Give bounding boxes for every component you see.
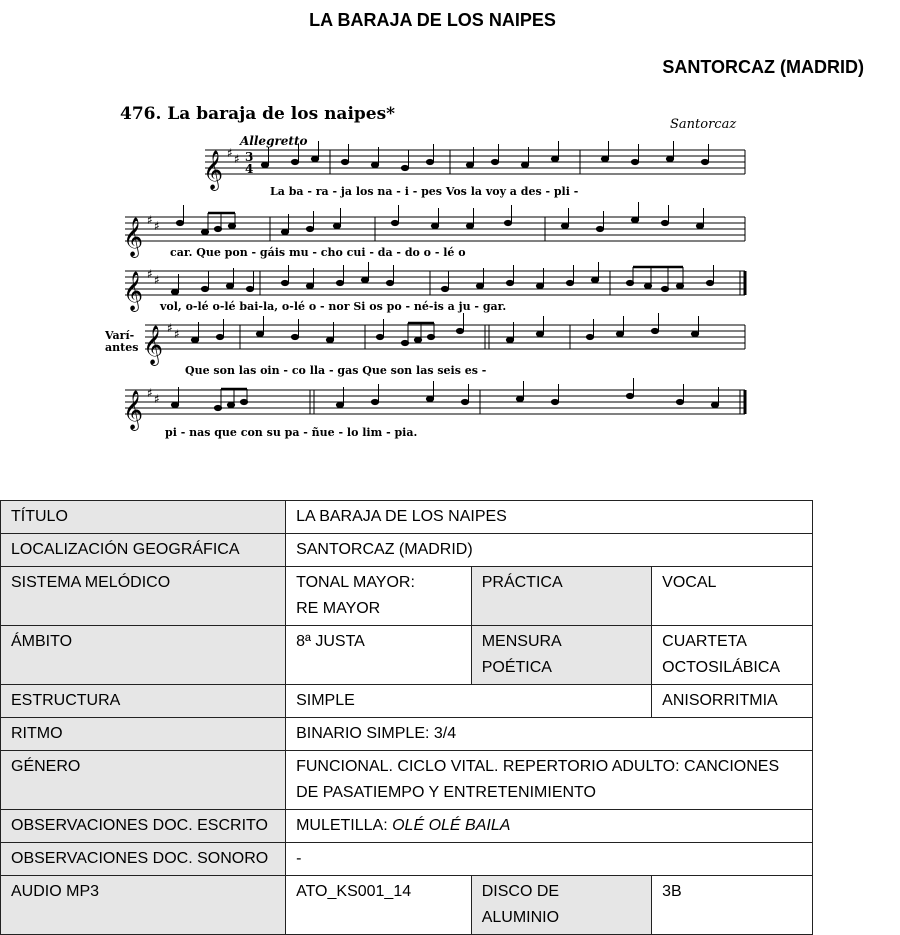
- estructura-value: SIMPLE: [286, 685, 652, 718]
- row-estructura: [1, 685, 813, 718]
- score-heading: 476. La baraja de los naipes*: [120, 104, 396, 124]
- row-obs-sonoro: [1, 843, 813, 876]
- sistema-value: [286, 567, 472, 626]
- lyric-line-5: pi - nas que con su pa - ñue - lo lim - pia.: [165, 426, 418, 439]
- lyric-line-3: vol, o-lé o-lé bai-la, o-lé o - nor Si os po - né-is a ju - gar.: [160, 300, 507, 313]
- svg-text:𝄞: 𝄞: [143, 325, 164, 365]
- audio-value: ATO_KS001_14: [286, 876, 472, 935]
- localizacion-label: LOCALIZACIÓN GEOGRÁFICA: [1, 534, 286, 567]
- svg-text:3: 3: [245, 150, 254, 164]
- mensura-value-line-1: CUARTETA: [662, 633, 747, 650]
- row-titulo: [1, 501, 813, 534]
- row-genero: [1, 751, 813, 810]
- lyric-line-1: La ba - ra - ja los na - i - pes Vos la voy a des - pli -: [270, 185, 579, 198]
- disco-label-line-2: ALUMINIO: [481, 909, 560, 926]
- mensura-label: [471, 626, 651, 685]
- svg-text:𝄞: 𝄞: [123, 217, 144, 257]
- mensura-label-line-1: MENSURA: [481, 633, 562, 650]
- mensura-value: [652, 626, 813, 685]
- svg-text:𝄞: 𝄞: [123, 390, 144, 430]
- obs-escrito-prefix: MULETILLA:: [296, 817, 393, 834]
- variants-label-line-1: Varí-: [105, 329, 135, 342]
- row-sistema: [1, 567, 813, 626]
- disco-value: 3B: [652, 876, 813, 935]
- ritmo-value: BINARIO SIMPLE: 3/4: [286, 718, 813, 751]
- svg-text:♯: ♯: [154, 273, 160, 287]
- svg-text:♯: ♯: [174, 327, 180, 341]
- svg-text:♯: ♯: [154, 392, 160, 406]
- genero-value-line-2: DE PASATIEMPO Y ENTRETENIMIENTO: [296, 784, 596, 801]
- ambito-value: 8ª JUSTA: [286, 626, 472, 685]
- lyric-line-4: Que son las oin - co lla - gas Que son las seis es -: [185, 364, 487, 377]
- svg-text:♯: ♯: [147, 213, 153, 227]
- variants-label: [104, 329, 138, 354]
- svg-text:♯: ♯: [147, 267, 153, 281]
- staff-3: [125, 271, 745, 295]
- row-ritmo: [1, 718, 813, 751]
- genero-value: [286, 751, 813, 810]
- genero-label: GÉNERO: [1, 751, 286, 810]
- score-place: Santorcaz: [670, 117, 737, 132]
- page-title: LA BARAJA DE LOS NAIPES: [309, 10, 556, 30]
- practica-label: PRÁCTICA: [471, 567, 651, 626]
- svg-text:4: 4: [245, 162, 254, 176]
- lyric-line-2: car. Que pon - gáis mu - cho cui - da - do o - lé o: [170, 246, 466, 259]
- svg-text:♯: ♯: [227, 146, 233, 160]
- estructura-label: ESTRUCTURA: [1, 685, 286, 718]
- titulo-value: LA BARAJA DE LOS NAIPES: [286, 501, 813, 534]
- obs-sonoro-value: -: [286, 843, 813, 876]
- staff-1: [205, 150, 745, 174]
- row-obs-escrito: [1, 810, 813, 843]
- time-signature: [245, 150, 253, 176]
- row-ambito: [1, 626, 813, 685]
- estructura-extra: ANISORRITMIA: [652, 685, 813, 718]
- obs-escrito-value: [286, 810, 813, 843]
- obs-sonoro-label: OBSERVACIONES DOC. SONORO: [1, 843, 286, 876]
- location-heading: SANTORCAZ (MADRID): [662, 57, 864, 77]
- svg-text:♯: ♯: [167, 321, 173, 335]
- obs-escrito-label: OBSERVACIONES DOC. ESCRITO: [1, 810, 286, 843]
- svg-text:♯: ♯: [147, 386, 153, 400]
- metadata-table: [0, 500, 813, 935]
- audio-label: AUDIO MP3: [1, 876, 286, 935]
- sistema-label: SISTEMA MELÓDICO: [1, 567, 286, 626]
- obs-escrito-italic: OLÉ OLÉ BAILA: [392, 817, 511, 834]
- genero-value-line-1: FUNCIONAL. CICLO VITAL. REPERTORIO ADULTO: CANCIONES: [296, 758, 780, 775]
- music-score-image: [100, 95, 760, 460]
- disco-label-line-1: DISCO DE: [481, 883, 560, 900]
- titulo-label: TÍTULO: [1, 501, 286, 534]
- svg-text:𝄞: 𝄞: [123, 271, 144, 311]
- mensura-label-line-2: POÉTICA: [481, 659, 552, 676]
- mensura-value-line-2: OCTOSILÁBICA: [662, 659, 781, 676]
- localizacion-value: SANTORCAZ (MADRID): [286, 534, 813, 567]
- row-localizacion: [1, 534, 813, 567]
- row-audio: [1, 876, 813, 935]
- sistema-value-line-2: RE MAYOR: [296, 600, 381, 617]
- svg-text:♯: ♯: [154, 219, 160, 233]
- disco-label: [471, 876, 651, 935]
- score-tempo: Allegretto: [240, 134, 308, 148]
- svg-text:𝄞: 𝄞: [203, 150, 224, 190]
- ritmo-label: RITMO: [1, 718, 286, 751]
- ambito-label: ÁMBITO: [1, 626, 286, 685]
- svg-text:♯: ♯: [234, 152, 240, 166]
- variants-label-line-2: antes: [105, 341, 139, 354]
- practica-value: VOCAL: [652, 567, 813, 626]
- sistema-value-line-1: TONAL MAYOR:: [296, 574, 415, 591]
